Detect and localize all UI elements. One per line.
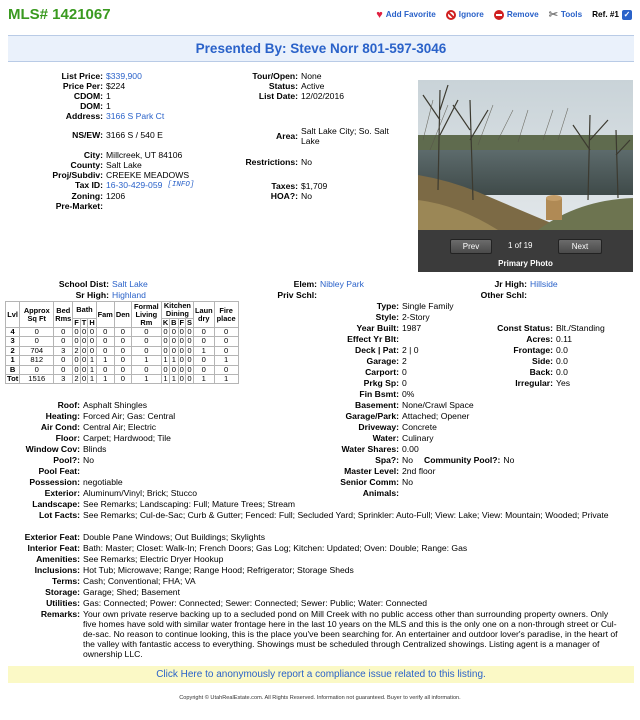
room-value-cell: 0 xyxy=(179,327,184,336)
room-value-cell: 0 xyxy=(214,328,238,337)
zoning-row: Zoning: 1206 xyxy=(71,191,126,201)
room-value-cell: 0 xyxy=(114,346,131,355)
remarks-row: Remarks: Your own private reserve backing up to a secluded pond on Mill Creek with no public access other than surrounding property owners. Only five homes have sold with similar water frontage here in the last 10 years on the MLS and this is the only one on a non-through street or Cul-de-sac. No reason to continue looking, this is the place you've been searching for. An entertainer and outdoor lover's paradise, in the heart of the valley with fantastic access to everything. Showings must be scheduled through Centralized showings. Listing agent is a manager of ownership LLC. xyxy=(0,609,623,659)
room-value-cell: 0 xyxy=(187,336,192,346)
room-value-cell: 0 xyxy=(54,328,73,337)
senior-comm-row: Senior Comm: No xyxy=(340,477,413,487)
const-status-row: Const Status: Blt./Standing xyxy=(497,323,605,333)
room-value-cell: 1 xyxy=(96,375,114,384)
exterior-row: Exterior: Aluminum/Vinyl; Brick; Stucco xyxy=(44,488,197,498)
room-value-cell: 1 xyxy=(96,356,114,365)
school-dist-row: School Dist: Salt Lake xyxy=(58,279,148,289)
garage-row: Garage: 2 xyxy=(366,356,407,366)
th-fam: Fam xyxy=(96,302,114,328)
list-date-row: List Date: 12/02/2016 xyxy=(258,91,345,101)
utilities-row: Utilities: Gas: Connected; Power: Connected; Sewer: Connected; Sewer: Public; Water: Connected xyxy=(46,598,428,608)
dom-row: DOM: 1 xyxy=(80,101,111,111)
room-value-cell: 0 xyxy=(214,346,238,355)
ignore-label: Ignore xyxy=(458,10,484,19)
year-built-row: Year Built: 1987 xyxy=(356,323,422,333)
ban-icon xyxy=(446,10,456,20)
room-value-cell: 0 xyxy=(187,327,192,336)
room-value-cell: 0 xyxy=(161,346,169,355)
animals-row: Animals: xyxy=(362,488,399,498)
photo-navigation xyxy=(418,230,633,272)
room-value-cell: 0 xyxy=(81,345,87,355)
room-value-cell: 0 xyxy=(179,355,184,365)
next-photo-button[interactable]: Next xyxy=(558,239,602,254)
room-value-cell: 0 xyxy=(96,337,114,346)
listing-header xyxy=(0,0,640,30)
th-kit-b: B xyxy=(171,318,177,327)
listing-actions xyxy=(376,9,632,21)
taxid-info-link[interactable]: [INFO] xyxy=(167,181,195,189)
room-value-cell: 0 xyxy=(170,328,178,337)
room-value-cell: 0 xyxy=(54,337,73,346)
th-kit-s: S xyxy=(187,318,192,327)
price-per-row: Price Per: $224 xyxy=(62,81,126,91)
room-value-cell: 1 xyxy=(131,375,161,384)
th-bath: Bath xyxy=(73,302,96,319)
restrictions-row: Restrictions: No xyxy=(245,157,312,167)
list-price-row: List Price: $339,900 xyxy=(61,71,142,81)
room-value-cell: 0 xyxy=(114,328,131,337)
style-row: Style: 2-Story xyxy=(375,312,430,322)
irregular-row: Irregular: Yes xyxy=(515,378,571,388)
copyright-text: Copyright © UtahRealEstate.com. All Rights Reserved. Information not guaranteed. Buyer to verify all information. xyxy=(179,695,461,701)
th-den: Den xyxy=(114,302,131,328)
tools-button[interactable] xyxy=(549,9,582,21)
th-bath-t: T xyxy=(81,318,87,327)
roof-row: Roof: Asphalt Shingles xyxy=(57,400,148,410)
room-value-cell: 0 xyxy=(88,346,96,355)
master-level-row: Master Level: 2nd floor xyxy=(344,466,436,476)
room-value-cell: 0 xyxy=(161,365,169,374)
room-value-cell: 0 xyxy=(81,364,87,374)
priv-row: Priv Schl: xyxy=(277,290,317,300)
county-row: County: Salt Lake xyxy=(70,160,142,170)
mls-number: MLS# 1421067 xyxy=(8,6,111,23)
room-value-cell: 1 xyxy=(193,346,214,355)
th-lvl: Lvl xyxy=(6,302,20,328)
taxid-row: Tax ID: 16-30-429-059 [INFO] xyxy=(74,180,195,190)
room-value-cell: 0 xyxy=(179,345,184,355)
room-level-cell: 3 xyxy=(6,337,20,346)
th-kit-f: F xyxy=(179,318,185,327)
th-bed: Bed Rms xyxy=(54,302,73,328)
heart-icon: ♥ xyxy=(376,9,383,21)
possession-row: Possession: negotiable xyxy=(29,477,123,487)
room-value-cell: 0 xyxy=(74,336,79,346)
room-value-cell: 0 xyxy=(20,328,54,337)
tour-row: Tour/Open: None xyxy=(252,71,322,81)
listing-photo-image xyxy=(418,80,633,230)
room-value-cell: 1 xyxy=(161,375,169,384)
room-value-cell: 1 xyxy=(88,375,96,384)
jr-high-link[interactable]: Hillside xyxy=(530,279,558,289)
school-dist-link[interactable]: Salt Lake xyxy=(112,279,148,289)
room-value-cell: 0 xyxy=(131,346,161,355)
effect-yr-row: Effect Yr Blt: xyxy=(347,334,399,344)
garage-park-row: Garage/Park: Attached; Opener xyxy=(345,411,470,421)
landscape-row: Landscape: See Remarks; Landscaping: Full; Mature Trees; Stream xyxy=(32,499,296,509)
room-value-cell: 1 xyxy=(193,375,214,384)
room-value-cell: 0 xyxy=(193,337,214,346)
room-value-cell: 1 xyxy=(88,365,96,374)
room-value-cell: 0 xyxy=(114,356,131,365)
th-laundry: Laun dry xyxy=(193,302,214,328)
remove-label: Remove xyxy=(506,10,539,19)
room-value-cell: 0 xyxy=(187,355,192,365)
th-bath-h: H xyxy=(89,318,95,327)
list-price: $339,900 xyxy=(106,71,142,81)
room-value-cell: 0 xyxy=(74,364,79,374)
room-value-cell: 0 xyxy=(96,365,114,374)
room-value-cell: 0 xyxy=(131,328,161,337)
sr-high-link[interactable]: Highland xyxy=(112,290,146,300)
room-value-cell: 0 xyxy=(96,346,114,355)
tools-label: Tools xyxy=(560,10,583,19)
room-value-cell: 3 xyxy=(54,375,73,384)
room-value-cell: 0 xyxy=(81,355,87,365)
taxes-row: Taxes: $1,709 xyxy=(271,181,328,191)
status-row: Status: Active xyxy=(268,81,325,91)
basement-row: Basement: None/Crawl Space xyxy=(355,400,474,410)
room-value-cell: 0 xyxy=(81,327,87,336)
acres-row: Acres: 0.11 xyxy=(526,334,573,344)
th-fireplace: Fire place xyxy=(214,302,238,328)
room-value-cell: 1 xyxy=(170,375,178,384)
compliance-report-link[interactable]: Click Here to anonymously report a compliance issue related to this listing. xyxy=(8,666,634,683)
tools-icon: ✂ xyxy=(548,9,558,21)
pool-row: Pool?: No xyxy=(53,455,94,465)
air-cond-row: Air Cond: Central Air; Electric xyxy=(40,422,157,432)
room-value-cell: 0 xyxy=(20,337,54,346)
room-value-cell: 1 xyxy=(88,356,96,365)
minus-circle-icon xyxy=(494,10,504,20)
cdom-row: CDOM: 1 xyxy=(73,91,111,101)
room-value-cell: 0 xyxy=(170,365,178,374)
water-shares-row: Water Shares: 0.00 xyxy=(341,444,419,454)
deck-row: Deck | Pat: 2 | 0 xyxy=(355,345,419,355)
room-value-cell: 0 xyxy=(179,336,184,346)
ignore-button[interactable] xyxy=(446,9,484,21)
pool-feat-row: Pool Feat: xyxy=(38,466,80,476)
heating-row: Heating: Forced Air; Gas: Central xyxy=(45,411,176,421)
room-value-cell: 0 xyxy=(114,337,131,346)
room-value-cell: 0 xyxy=(214,337,238,346)
room-value-cell: 1 xyxy=(131,356,161,365)
room-value-cell: 0 xyxy=(74,355,79,365)
fin-bsmt-row: Fin Bsmt: 0% xyxy=(359,389,415,399)
back-row: Back: 0.0 xyxy=(529,367,568,377)
room-value-cell: 2 xyxy=(74,345,79,355)
room-value-cell: 0 xyxy=(193,356,214,365)
photo-count: 1 of 19 xyxy=(508,241,533,250)
community-pool-label: Community Pool?: xyxy=(424,455,501,465)
elem-row: Elem: Nibley Park xyxy=(293,279,364,289)
presented-by-banner: Presented By: Steve Norr 801-597-3046 xyxy=(8,35,634,62)
storage-row: Storage: Garage; Shed; Basement xyxy=(45,587,180,597)
photo-caption: Primary Photo xyxy=(498,259,553,268)
prev-photo-button[interactable]: Prev xyxy=(450,239,492,254)
room-value-cell: 0 xyxy=(96,328,114,337)
spa-row: Spa?: No Community Pool?: No xyxy=(375,455,515,465)
th-formal: Formal Living Rm xyxy=(131,302,161,328)
th-kitchen: Kitchen Dining xyxy=(161,302,193,319)
add-favorite-button[interactable] xyxy=(376,9,436,21)
room-value-cell: 0 xyxy=(214,365,238,374)
room-level-cell: B xyxy=(6,365,20,374)
proj-row: Proj/Subdiv: CREEKE MEADOWS xyxy=(52,170,190,180)
room-value-cell: 0 xyxy=(81,374,87,384)
room-value-cell: 0 xyxy=(161,328,169,337)
carport-row: Carport: 0 xyxy=(365,367,407,377)
inclusions-row: Inclusions: Hot Tub; Microwave; Range; Range Hood; Refrigerator; Storage Sheds xyxy=(34,565,354,575)
int-feat-row: Interior Feat: Bath: Master; Closet: Walk-In; French Doors; Gas Log; Kitchen: Updated; Oven: Double; Range: Gas xyxy=(27,543,468,553)
add-favorite-label: Add Favorite xyxy=(385,10,436,19)
room-value-cell: 0 xyxy=(187,374,192,384)
city-row: City: Millcreek, UT 84106 xyxy=(83,150,183,160)
amenities-row: Amenities: See Remarks; Electric Dryer Hookup xyxy=(36,554,224,564)
room-value-cell: 1 xyxy=(214,356,238,365)
area-row: Area: Salt Lake City; So. Salt Lake xyxy=(276,126,389,146)
floor-row: Floor: Carpet; Hardwood; Tile xyxy=(55,433,171,443)
nsew-row: NS/EW: 3166 S / 540 E xyxy=(72,130,163,140)
remarks-text: Your own private reserve backing up to a secluded pond on Mill Creek with no public access other than surrounding property owners. Only five homes have sold with similar water frontage here in the last 10 years on the MLS and this is the only one on a non-through street or Cul-de-sac. No reason to continue looking, this is the place you've been searching for. An entertainer and outdoor lover's paradise, in the heart of the valley with fantastic access to everything. Showings must be scheduled through Centralized showings. Listing agent is a manager of ownership LLC. xyxy=(83,609,618,659)
other-schl-row: Other Schl: xyxy=(480,290,527,300)
jr-high-row: Jr High: Hillside xyxy=(494,279,558,289)
window-cov-row: Window Cov: Blinds xyxy=(25,444,107,454)
room-level-cell: Tot xyxy=(7,374,19,384)
room-level-cell: 2 xyxy=(6,346,20,355)
room-value-cell: 0 xyxy=(114,375,131,384)
water-row: Water: Culinary xyxy=(372,433,434,443)
room-value-cell: 0 xyxy=(54,356,73,365)
room-value-cell: 1 xyxy=(161,356,169,365)
address-row: Address: 3166 S Park Ct xyxy=(65,111,165,121)
room-value-cell: 0 xyxy=(187,345,192,355)
room-value-cell: 812 xyxy=(20,356,54,365)
listing-photo[interactable] xyxy=(418,80,633,230)
ext-feat-row: Exterior Feat: Double Pane Windows; Out Buildings; Skylights xyxy=(24,532,265,542)
prkg-row: Prkg Sp: 0 xyxy=(363,378,407,388)
room-value-cell: 0 xyxy=(161,337,169,346)
frontage-row: Frontage: 0.0 xyxy=(513,345,568,355)
th-kit-k: K xyxy=(162,318,169,327)
taxid-link[interactable]: 16-30-429-059 xyxy=(106,180,163,190)
room-value-cell: 0 xyxy=(170,346,178,355)
room-value-cell: 0 xyxy=(170,337,178,346)
address-link[interactable]: 3166 S Park Ct xyxy=(106,111,165,121)
room-value-cell: 0 xyxy=(114,365,131,374)
room-value-cell: 0 xyxy=(179,374,184,384)
room-value-cell: 0 xyxy=(187,364,192,374)
sr-high-row: Sr High: Highland xyxy=(75,290,146,300)
th-bath-f: F xyxy=(74,318,79,327)
room-value-cell: 3 xyxy=(54,346,73,355)
lot-facts-row: Lot Facts: See Remarks; Cul-de-Sac; Curb & Gutter; Fenced: Full; Secluded Yard; Sprinkler: Auto-Full; View: Lake; View: Mountain; Wooded; Private xyxy=(38,510,609,520)
room-value-cell: 0 xyxy=(74,327,79,336)
room-value-cell: 0 xyxy=(193,365,214,374)
room-value-cell: 0 xyxy=(81,336,87,346)
ref-label: Ref. #1 xyxy=(592,10,619,19)
room-value-cell: 0 xyxy=(131,365,161,374)
room-value-cell: 0 xyxy=(193,328,214,337)
room-value-cell: 1 xyxy=(170,356,178,365)
room-value-cell: 704 xyxy=(20,346,54,355)
room-value-cell: 2 xyxy=(74,374,79,384)
driveway-row: Driveway: Concrete xyxy=(358,422,437,432)
room-value-cell: 1516 xyxy=(20,375,54,384)
room-value-cell: 0 xyxy=(131,337,161,346)
elem-link[interactable]: Nibley Park xyxy=(320,279,364,289)
side-row: Side: 0.0 xyxy=(531,356,568,366)
ref-select[interactable] xyxy=(592,9,632,21)
hoa-row: HOA?: No xyxy=(270,191,312,201)
remove-button[interactable] xyxy=(494,9,539,21)
room-value-cell: 0 xyxy=(179,364,184,374)
checkbox-icon[interactable]: ✓ xyxy=(623,10,631,19)
th-sqft: Approx Sq Ft xyxy=(20,302,54,328)
room-value-cell: 0 xyxy=(88,337,96,346)
premarket-row: Pre-Market: xyxy=(55,201,103,211)
room-value-cell: 0 xyxy=(88,328,96,337)
room-level-cell: 4 xyxy=(6,328,20,337)
room-level-cell: 1 xyxy=(6,356,20,365)
room-value-cell: 1 xyxy=(214,375,238,384)
terms-row: Terms: Cash; Conventional; FHA; VA xyxy=(51,576,196,586)
room-value-cell: 0 xyxy=(20,365,54,374)
type-row: Type: Single Family xyxy=(376,301,454,311)
room-value-cell: 0 xyxy=(54,365,73,374)
